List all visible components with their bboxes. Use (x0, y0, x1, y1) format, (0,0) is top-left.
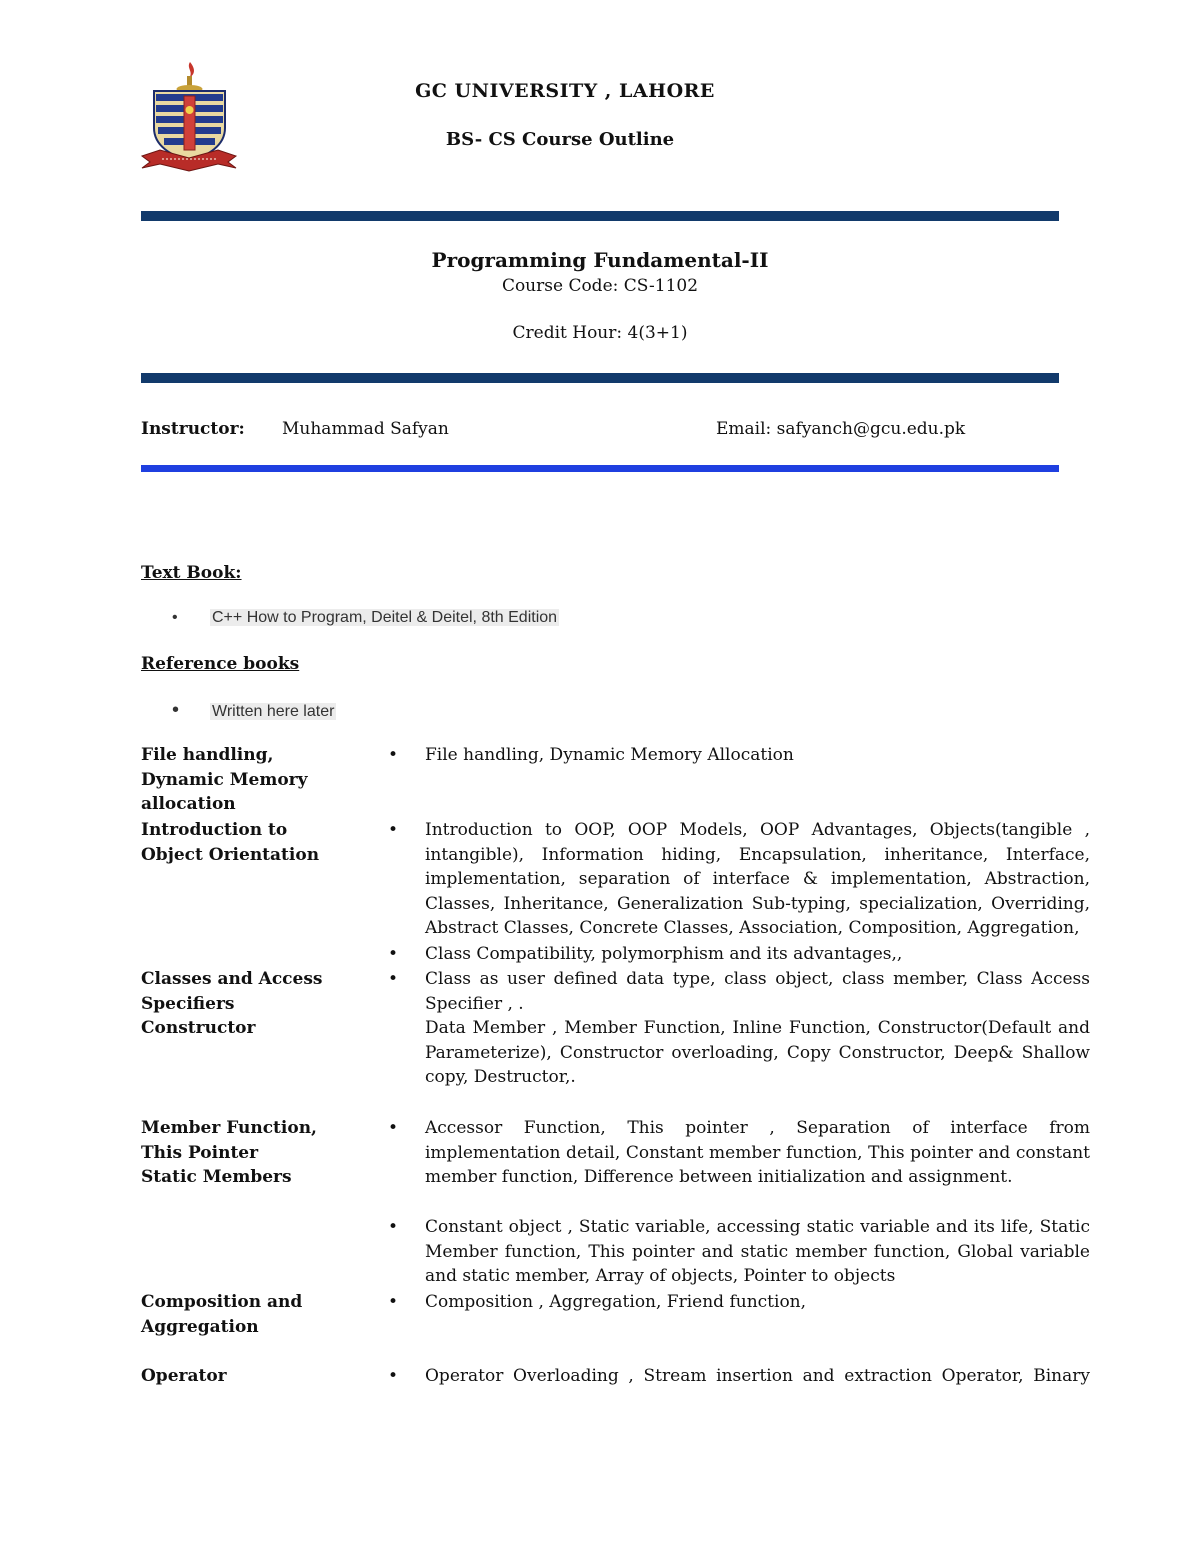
topic-title-file-handling (141, 743, 361, 817)
topic-title-line: Constructor (141, 1018, 256, 1039)
text-book-item-text: C++ How to Program, Deitel & Deitel, 8th Edition (212, 609, 558, 626)
header-rule-middle (141, 373, 1059, 383)
topic-bullet: • Accessor Function, This pointer , Separation of interface from implementation detail, Constant member function, This pointer and constant member function, Difference between initialization and assignment. (425, 1116, 1090, 1190)
topic-bullet: • Operator Overloading , Stream insertion and extraction Operator, Binary (425, 1364, 1090, 1389)
topic-title-object-orientation (141, 818, 361, 867)
instructor-label: Instructor: (141, 419, 245, 439)
header-rule-top (141, 211, 1059, 221)
course-code: Course Code: CS-1102 (501, 276, 699, 296)
topic-title-line: Specifiers (141, 993, 235, 1014)
topic-paragraph: Data Member , Member Function, Inline Function, Constructor(Default and Parameterize), Constructor overloading, Copy Constructor, Deep& Shallow copy, Destructor,. (425, 1018, 1090, 1088)
topic-title-line: Aggregation (141, 1316, 259, 1337)
reference-book-item (172, 699, 336, 722)
topic-bullet: • File handling, Dynamic Memory Allocation (425, 743, 1090, 768)
bullet-icon: • (172, 609, 178, 626)
topic-title-classes-access (141, 967, 361, 1041)
topic-title-line: File handling, (141, 745, 274, 765)
topic-title-line: Dynamic Memory (141, 769, 308, 790)
topic-title-line: Static Members (141, 1167, 292, 1188)
topic-bullet: • Class as user defined data type, class object, class member, Class Access Specifier , . (425, 967, 1090, 1016)
topic-title-operator (141, 1364, 361, 1389)
reference-books-heading: Reference books (141, 654, 300, 674)
topic-title-line: Object Orientation (141, 844, 320, 865)
university-crest-logo (140, 58, 238, 172)
bullet-icon: • (172, 699, 180, 721)
topic-title-line: Member Function, (141, 1118, 317, 1138)
topic-title-line: allocation (141, 794, 236, 815)
instructor-email: Email: safyanch@gcu.edu.pk (716, 419, 966, 439)
topic-title-member-function (141, 1116, 361, 1190)
course-title: Programming Fundamental-II (431, 248, 769, 272)
topic-bullet: • Introduction to OOP, OOP Models, OOP Advantages, Objects(tangible , intangible), Information hiding, Encapsulation, inheritance, Interface, implementation, separation of interface & implementation, Abstraction, Classes, Inheritance, Generalization Sub-typing, specialization, Overriding, Abstract Classes, Concrete Classes, Association, Composition, Aggregation, (425, 818, 1090, 941)
instructor-name: Muhammad Safyan (282, 419, 449, 439)
reference-book-item-text: Written here later (212, 703, 335, 720)
topic-title-line: This Pointer (141, 1142, 259, 1163)
university-name: GC UNIVERSITY , LAHORE (415, 80, 715, 102)
topic-title-line: Introduction to (141, 820, 288, 840)
topic-title-line: Operator (141, 1366, 227, 1386)
outline-title: BS- CS Course Outline (445, 129, 675, 150)
topic-bullet: • Constant object , Static variable, accessing static variable and its life, Static Member function, This pointer and static member function, Global variable and static member, Array of objects, Pointer to objects (425, 1215, 1090, 1289)
credit-hour: Credit Hour: 4(3+1) (512, 323, 688, 343)
topic-bullet: • Composition , Aggregation, Friend function, (425, 1290, 1090, 1315)
header-rule-bottom (141, 465, 1059, 472)
text-book-heading: Text Book: (141, 563, 242, 583)
text-book-item (172, 609, 559, 627)
instructor-row (141, 419, 1091, 445)
topic-title-composition (141, 1290, 361, 1339)
topic-bullet: • Class Compatibility, polymorphism and its advantages,, (425, 942, 1090, 967)
topic-title-line: Classes and Access (141, 969, 323, 989)
topic-title-line: Composition and (141, 1292, 303, 1312)
